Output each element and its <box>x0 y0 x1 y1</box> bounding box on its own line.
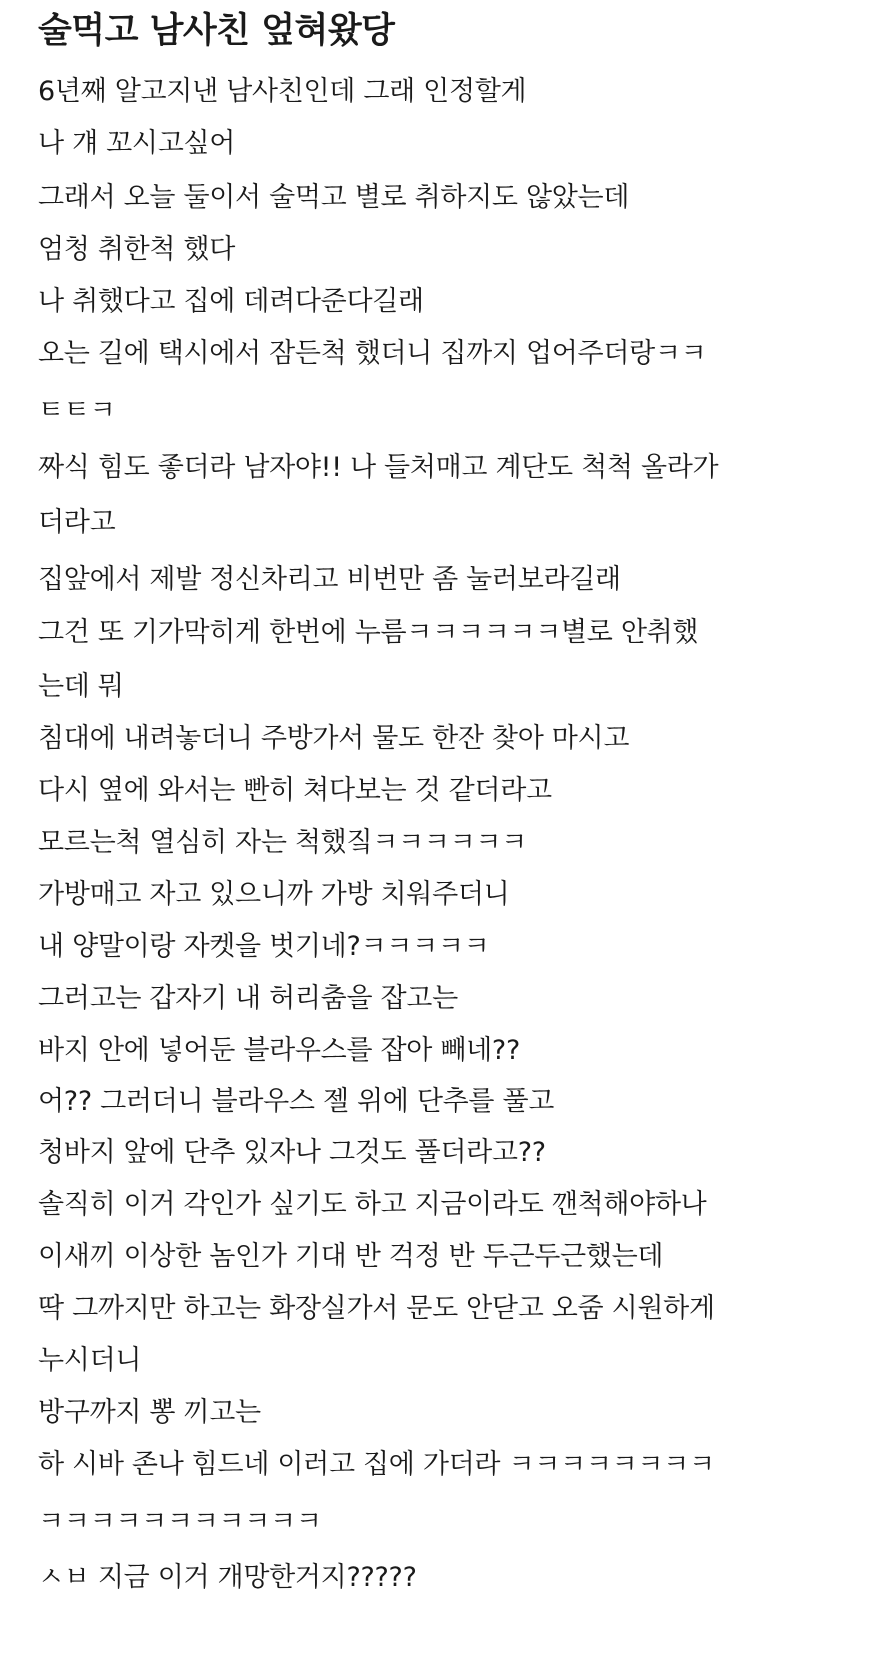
post-line: 가방매고 자고 있으니까 가방 치워주더니 <box>38 879 510 910</box>
post-line: ㅌㅌㅋ <box>38 395 116 426</box>
post-line: 짜식 힘도 좋더라 남자야!! 나 들처매고 계단도 척척 올라가 <box>38 452 719 483</box>
post-line: 오는 길에 택시에서 잠든척 했더니 집까지 업어주더랑ㅋㅋ <box>38 338 707 369</box>
post-title: 술먹고 남사친 엎혀왔당 <box>38 11 395 51</box>
post-line: 다시 옆에 와서는 빤히 쳐다보는 것 같더라고 <box>38 775 552 806</box>
post-line: 방구까지 뽕 끼고는 <box>38 1397 261 1428</box>
post-line: 바지 안에 넣어둔 블라우스를 잡아 빼네?? <box>38 1035 520 1066</box>
post-line: 이새끼 이상한 놈인가 기대 반 걱정 반 두근두근했는데 <box>38 1241 664 1272</box>
post-line: 누시더니 <box>38 1345 142 1376</box>
post-line: ㅋㅋㅋㅋㅋㅋㅋㅋㅋㅋㅋ <box>38 1506 322 1537</box>
post-line: 더라고 <box>38 507 116 538</box>
post-line: 딱 그까지만 하고는 화장실가서 문도 안닫고 오줌 시원하게 <box>38 1293 715 1324</box>
post-line: 6년째 알고지낸 남사친인데 그래 인정할게 <box>38 76 527 107</box>
post-line: 솔직히 이거 각인가 싶기도 하고 지금이라도 깬척해야하나 <box>38 1189 707 1220</box>
post-line: 하 시바 존나 힘드네 이러고 집에 가더라 ㅋㅋㅋㅋㅋㅋㅋㅋ <box>38 1449 715 1480</box>
post-line: 침대에 내려놓더니 주방가서 물도 한잔 찾아 마시고 <box>38 723 630 754</box>
post-line: 모르는척 열심히 자는 척했짘ㅋㅋㅋㅋㅋㅋ <box>38 827 527 858</box>
post-line: ㅅㅂ 지금 이거 개망한거지????? <box>38 1562 417 1593</box>
post-line: 그래서 오늘 둘이서 술먹고 별로 취하지도 않았는데 <box>38 182 630 213</box>
post-line: 청바지 앞에 단추 있자나 그것도 풀더라고?? <box>38 1137 546 1168</box>
post-line: 그건 또 기가막히게 한번에 누름ㅋㅋㅋㅋㅋㅋ별로 안취했 <box>38 617 699 648</box>
post-line: 집앞에서 제발 정신차리고 비번만 좀 눌러보라길래 <box>38 564 621 595</box>
post-line: 그러고는 갑자기 내 허리춤을 잡고는 <box>38 983 458 1014</box>
post-line: 는데 뭐 <box>38 671 124 702</box>
post-line: 나 취했다고 집에 데려다준다길래 <box>38 286 424 317</box>
post-line: 내 양말이랑 자켓을 벗기네?ㅋㅋㅋㅋㅋ <box>38 931 490 962</box>
post-line: 어?? 그러더니 블라우스 젤 위에 단추를 풀고 <box>38 1086 555 1117</box>
post-line: 나 걔 꼬시고싶어 <box>38 128 236 159</box>
post-line: 엄청 취한척 했다 <box>38 234 236 265</box>
